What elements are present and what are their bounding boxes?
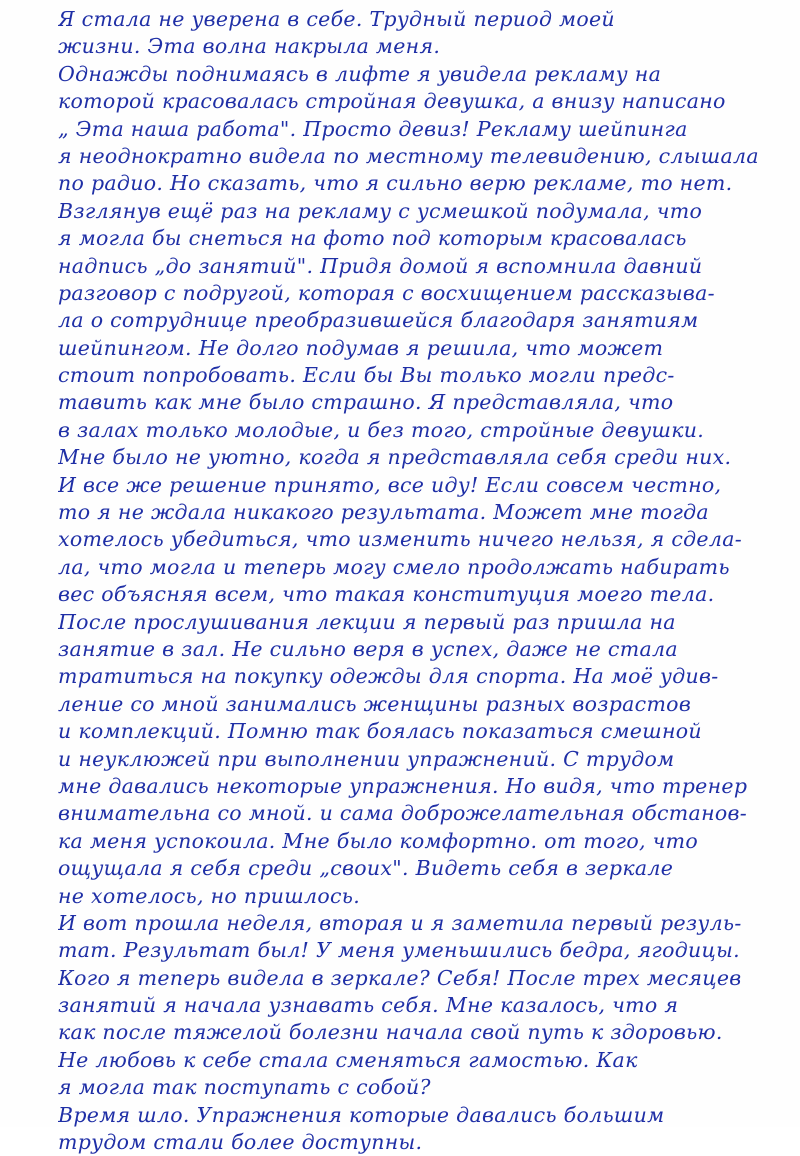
handwritten-line: ла, что могла и теперь могу смело продолжать набирать xyxy=(58,554,730,579)
handwritten-line: занятий я начала узнавать себя. Мне казалось, что я xyxy=(58,993,679,1018)
handwritten-line: и неуклюжей при выполнении упражнений. С трудом xyxy=(58,746,675,771)
handwritten-line: ка меня успокоила. Мне было комфортно. от того, что xyxy=(58,828,699,853)
handwritten-line: и комплекций. Помню так боялась показаться смешной xyxy=(58,719,702,744)
handwritten-line: тат. Результат был! У меня уменьшились бедра, ягодицы. xyxy=(58,938,740,963)
handwritten-line: Не любовь к себе стала сменяться гамостью. Как xyxy=(58,1047,638,1072)
handwritten-line: занятие в зал. Не сильно веря в успех, даже не стала xyxy=(58,636,678,661)
handwritten-line: ощущала я себя среди „своих". Видеть себя в зеркале xyxy=(58,856,674,881)
handwritten-line: я могла бы снеться на фото под которым красовалась xyxy=(58,226,687,251)
handwritten-line: И вот прошла неделя, вторая и я заметила первый резуль- xyxy=(58,910,742,935)
handwritten-line: мне давались некоторые упражнения. Но видя, что тренер xyxy=(58,773,748,798)
handwritten-text-block xyxy=(58,6,768,1156)
handwritten-line: я неоднократно видела по местному телевидению, слышала xyxy=(58,143,759,168)
handwritten-line: ление со мной занимались женщины разных возрастов xyxy=(58,691,692,716)
handwritten-line: тратиться на покупку одежды для спорта. На моё удив- xyxy=(58,664,719,689)
handwritten-line: надпись „до занятий". Придя домой я вспомнила давний xyxy=(58,253,703,278)
handwritten-line: которой красовалась стройная девушка, а внизу написано xyxy=(58,89,726,114)
handwritten-line: не хотелось, но пришлось. xyxy=(58,883,361,908)
handwritten-line: Однажды поднимаясь в лифте я увидела рекламу на xyxy=(58,61,662,86)
handwritten-line: Время шло. Упражнения которые давались большим xyxy=(58,1102,665,1127)
handwritten-line: Мне было не уютно, когда я представляла себя среди них. xyxy=(58,445,732,470)
handwritten-line: внимательна со мной. и сама доброжелательная обстанов- xyxy=(58,801,747,826)
handwritten-line: „ Эта наша работа". Просто девиз! Рекламу шейпинга xyxy=(58,116,688,141)
handwritten-line: Взглянув ещё раз на рекламу с усмешкой подумала, что xyxy=(58,198,703,223)
handwritten-line: как после тяжелой болезни начала свой путь к здоровью. xyxy=(58,1020,723,1045)
handwritten-line: хотелось убедиться, что изменить ничего нельзя, я сдела- xyxy=(58,527,742,552)
handwritten-line: После прослушивания лекции я первый раз пришла на xyxy=(58,609,676,634)
handwritten-line: вес объясняя всем, что такая конституция моего тела. xyxy=(58,582,715,607)
handwritten-line: по радио. Но сказать, что я сильно верю рекламе, то нет. xyxy=(58,171,733,196)
handwritten-line: то я не ждала никакого результата. Может мне тогда xyxy=(58,500,709,525)
handwritten-line: стоит попробовать. Если бы Вы только могли предс- xyxy=(58,363,675,388)
handwritten-line: жизни. Эта волна накрыла меня. xyxy=(58,34,441,59)
handwritten-line: трудом стали более доступны. xyxy=(58,1130,423,1155)
handwritten-line: Кого я теперь видела в зеркале? Себя! После трех месяцев xyxy=(58,965,742,990)
handwritten-line: шейпингом. Не долго подумав я решила, что может xyxy=(58,335,664,360)
handwritten-line: я могла так поступать с собой? xyxy=(58,1075,431,1100)
handwritten-line: И все же решение принято, все иду! Если совсем честно, xyxy=(58,472,722,497)
handwritten-line: тавить как мне было страшно. Я представляла, что xyxy=(58,390,674,415)
handwritten-line: ла о сотруднице преобразившейся благодаря занятиям xyxy=(58,308,699,333)
handwritten-line: Я стала не уверена в себе. Трудный период моей xyxy=(58,7,615,31)
handwritten-line: в залах только молодые, и без того, стройные девушки. xyxy=(58,417,705,442)
handwritten-line: разговор с подругой, которая с восхищением рассказыва- xyxy=(58,280,715,305)
